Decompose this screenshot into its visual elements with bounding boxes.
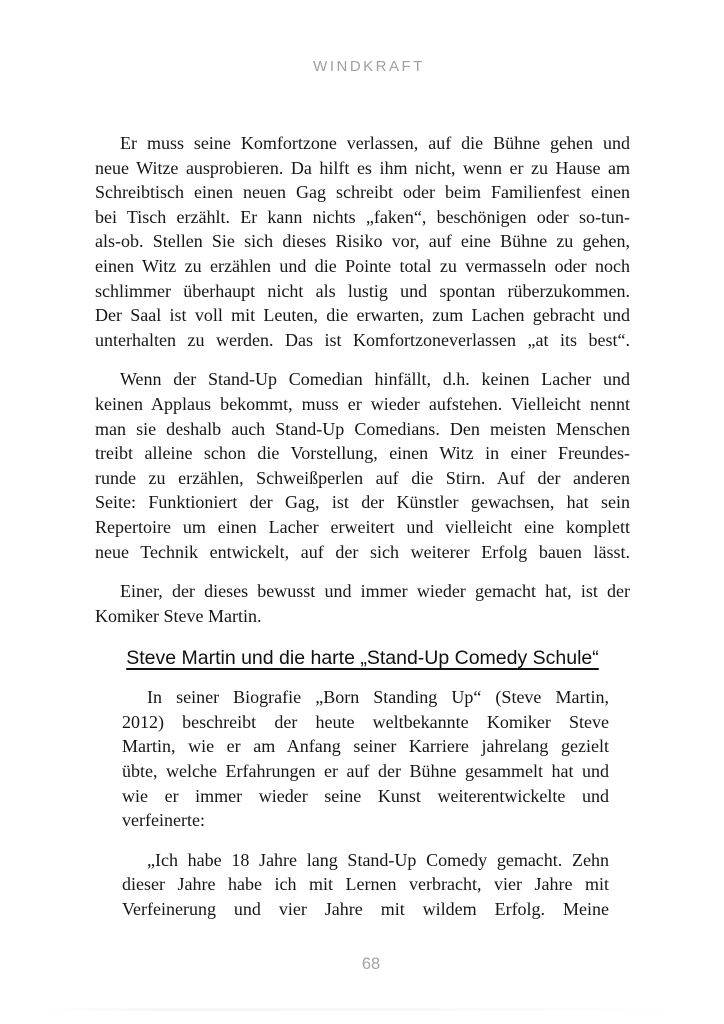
text-line: Komiker Steve Martin.: [95, 605, 262, 626]
text-line: Verfeinerung und vier Jahre mit wildem Erfolg. Meine: [122, 899, 609, 920]
text-line: „Ich habe 18 Jahre lang Stand-Up Comedy gemacht. Zehn: [147, 849, 609, 870]
text-line: Repertoire um einen Lacher erweitert und vielleicht eine komplett: [95, 516, 630, 537]
text-line: Martin, wie er am Anfang seiner Karriere jahrelang gezielt: [122, 736, 609, 757]
text-line: übte, welche Erfahrungen er auf der Bühne gesammelt hat und: [122, 761, 609, 782]
text-line: 2012) beschreibt der heute weltbekannte Komiker Steve: [122, 711, 609, 732]
paragraph-standup-comedian: [95, 367, 630, 564]
text-line: unterhalten zu werden. Das ist Komfortzoneverlassen „at its best“.: [95, 329, 630, 350]
text-line: Seite: Funktioniert der Gag, ist der Künstler gewachsen, hat sein: [95, 492, 630, 513]
text-line: wie er immer wieder seine Kunst weiterentwickelte und: [122, 785, 609, 806]
text-line: Er muss seine Komfortzone verlassen, auf die Bühne gehen und: [120, 133, 630, 153]
scan-edge-artifact: [40, 1008, 684, 1011]
text-line: Einer, der dieses bewusst und immer wieder gemacht hat, ist der: [120, 581, 630, 602]
text-line: bei Tisch erzählt. Er kann nichts „faken“, beschönigen oder so-tun-: [95, 206, 630, 227]
text-line: einen Witz zu erzählen und die Pointe total zu vermasseln oder noch: [95, 255, 630, 276]
text-line: als-ob. Stellen Sie sich dieses Risiko vor, auf eine Bühne zu gehen,: [95, 231, 630, 252]
text-line: schlimmer überhaupt nicht als lustig und spontan rüberzukommen.: [95, 280, 630, 301]
text-line: verfeinerte:: [122, 810, 205, 831]
paragraph-biografie: [122, 685, 609, 833]
text-line: runde zu erzählen, Schweißperlen auf die Stirn. Auf der anderen: [95, 467, 630, 488]
section-heading-text: Steve Martin und die harte „Stand-Up Comedy Schule“: [126, 647, 599, 670]
text-line: dieser Jahre habe ich mit Lernen verbracht, vier Jahre mit: [122, 874, 609, 895]
paragraph-komfortzone: [95, 131, 630, 352]
text-line: Der Saal ist voll mit Leuten, die erwarten, zum Lachen gebracht und: [95, 305, 630, 326]
text-line: keinen Applaus bekommt, muss er wieder aufstehen. Vielleicht nennt: [95, 393, 630, 414]
text-column: [95, 131, 630, 937]
text-line: neue Technik entwickelt, auf der sich weiterer Erfolg bauen lässt.: [95, 541, 630, 562]
running-header: WINDKRAFT: [313, 58, 425, 75]
page-number: 68: [361, 955, 381, 973]
text-line: man sie deshalb auch Stand-Up Comedians. Den meisten Menschen: [95, 418, 630, 439]
quote-paragraph-18-jahre: [122, 848, 609, 922]
section-heading-steve-martin: [95, 645, 630, 671]
paragraph-einer-der-dieses: [95, 579, 630, 628]
text-line: Wenn der Stand-Up Comedian hinfällt, d.h. keinen Lacher und: [120, 369, 630, 390]
text-line: neue Witze ausprobieren. Da hilft es ihm nicht, wenn er zu Hause am: [95, 157, 630, 178]
text-line: Schreibtisch einen neuen Gag schreibt oder beim Familienfest einen: [95, 182, 630, 203]
text-line: treibt alleine schon die Vorstellung, einen Witz in einer Freundes-: [95, 443, 630, 464]
text-line: In seiner Biografie „Born Standing Up“ (Steve Martin,: [147, 687, 609, 708]
